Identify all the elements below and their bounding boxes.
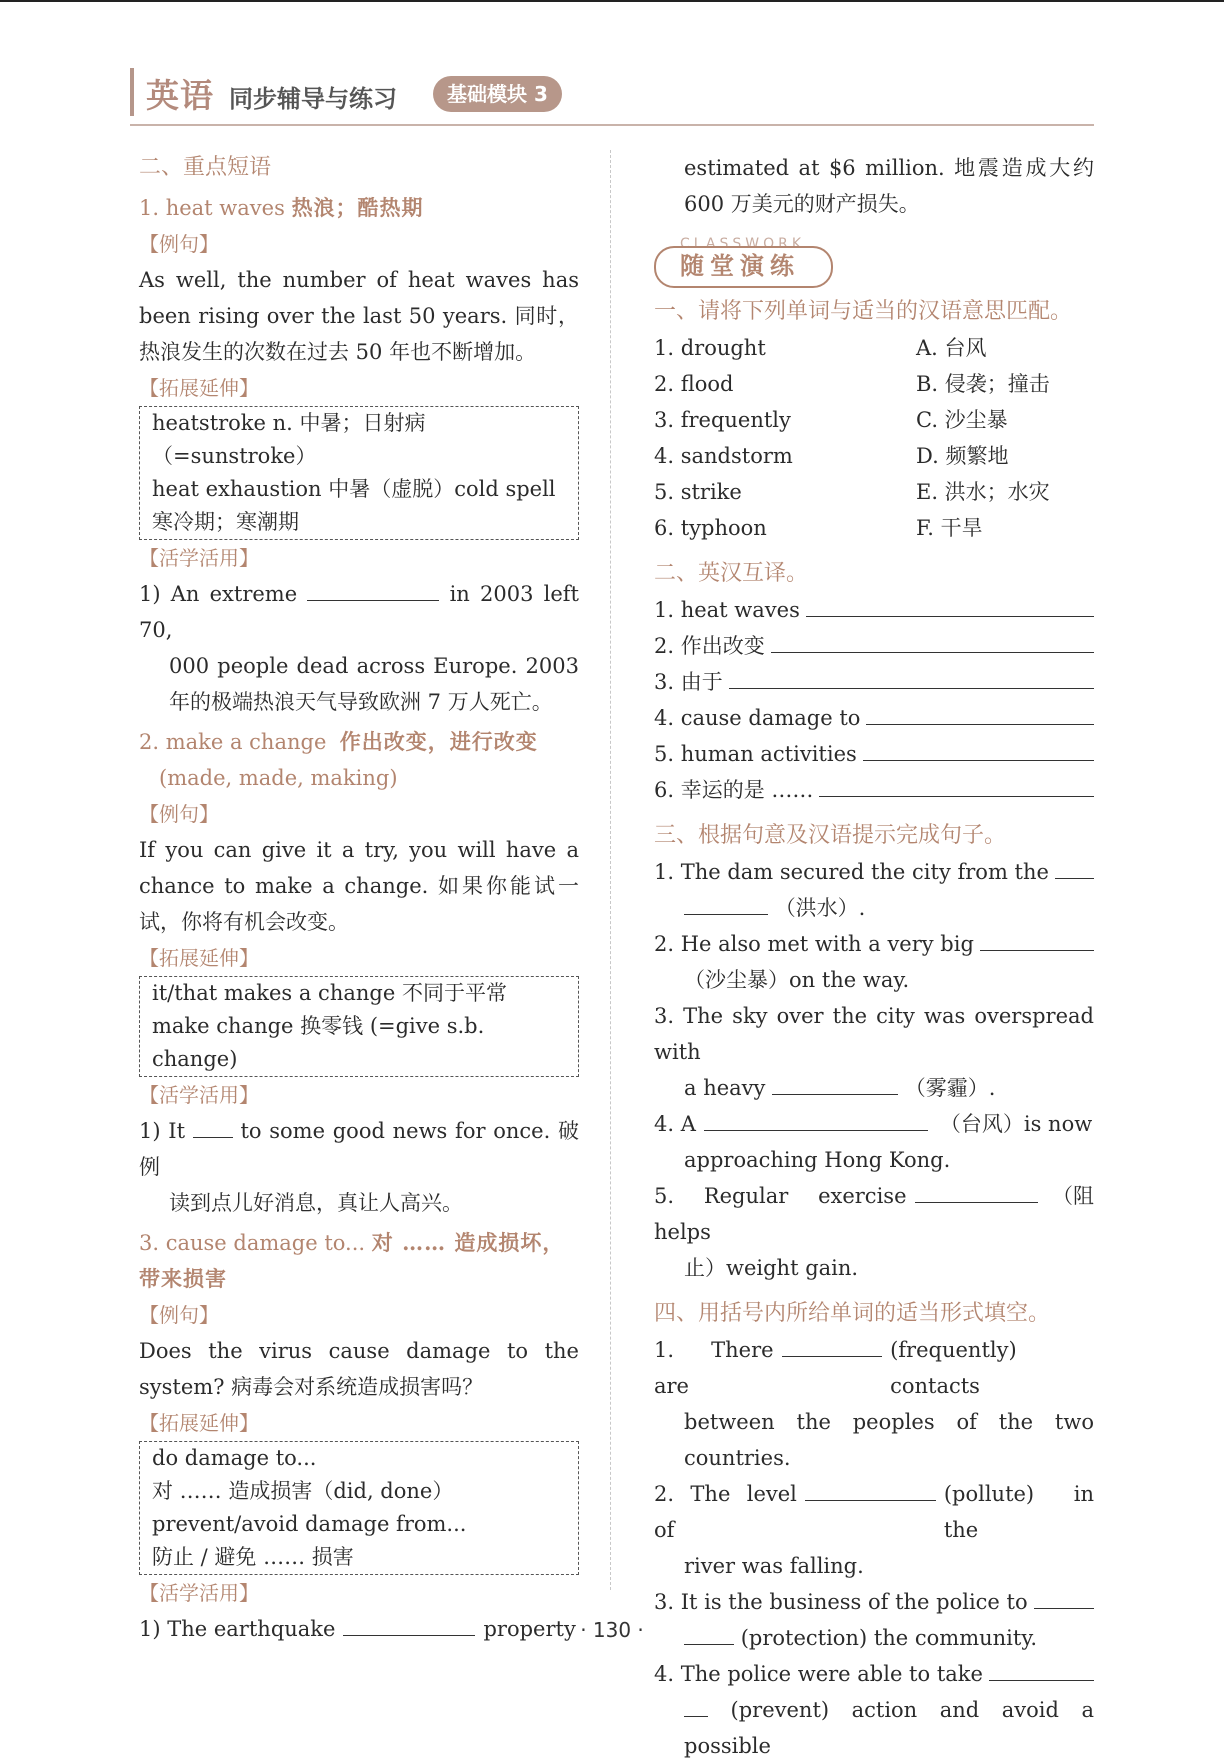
section-title: 二、重点短语 <box>139 155 272 180</box>
translate-prompt: 3. 由于 <box>654 670 723 694</box>
answer-blank[interactable] <box>805 1478 936 1501</box>
question-text: (prevent) action and avoid a possible <box>684 1698 1094 1758</box>
classwork-label-en: CLASSWORK <box>680 236 806 252</box>
header-rule <box>130 124 1094 126</box>
match-meaning: A. 台风 <box>916 336 987 360</box>
match-row <box>654 510 1094 546</box>
match-word: 3. frequently <box>654 408 791 432</box>
answer-blank[interactable] <box>684 1694 708 1717</box>
translate-item <box>654 736 1094 772</box>
answer-blank[interactable] <box>863 738 1094 761</box>
phrase-zh: 作出改变，进行改变 <box>339 729 538 754</box>
question-text: 3. It is the business of the police to <box>654 1590 1028 1614</box>
answer-blank[interactable] <box>729 666 1094 689</box>
sentence-question-cont: approaching Hong Kong. <box>684 1148 951 1172</box>
page-header <box>130 66 1094 132</box>
extend-line: 寒冷期；寒潮期 <box>152 510 299 534</box>
extend-line: heat exhaustion 中暑（虚脱）cold spell <box>152 477 556 501</box>
answer-blank[interactable] <box>806 594 1094 617</box>
question-text: property <box>483 1617 576 1641</box>
question-text: （台风）is now <box>939 1112 1093 1136</box>
translate-item <box>654 772 1094 808</box>
example-tag: 【例句】 <box>139 232 219 256</box>
extend-tag: 【拓展延伸】 <box>139 946 259 970</box>
answer-blank[interactable] <box>684 892 768 915</box>
phrase-zh: 热浪；酷热期 <box>291 195 424 220</box>
answer-blank[interactable] <box>819 774 1094 797</box>
practice-tag: 【活学活用】 <box>139 1581 259 1605</box>
classwork-label-zh: 随堂演练 <box>680 252 800 280</box>
sentence-question <box>654 926 1094 962</box>
match-row <box>654 366 1094 402</box>
extend-box <box>139 976 579 1077</box>
column-divider <box>610 150 611 1590</box>
translate-prompt: 1. heat waves <box>654 598 800 622</box>
match-meaning: B. 侵袭；撞击 <box>916 372 1050 396</box>
question-text: （阻 <box>1052 1184 1094 1208</box>
page-number: · 130 · <box>580 1618 644 1642</box>
sentence-question: 3. The sky over the city was overspread with <box>654 1004 1094 1064</box>
translate-prompt: 2. 作出改变 <box>654 634 765 658</box>
phrase-en: 1. heat waves <box>139 196 285 220</box>
classwork-badge <box>654 226 1094 292</box>
book-title: 同步辅导与练习 <box>229 85 397 113</box>
match-meaning: C. 沙尘暴 <box>916 408 1008 432</box>
question-text: in 2003 left 70, <box>139 582 579 642</box>
left-column <box>139 150 579 1647</box>
extend-line: make change 换零钱 (=give s.b. change) <box>152 1014 485 1071</box>
question-text: a heavy <box>684 1076 766 1100</box>
phrase-heading <box>139 190 579 226</box>
question-text: 5. Regular exercise helps <box>654 1184 907 1244</box>
answer-blank[interactable] <box>307 578 439 601</box>
form-question <box>654 1656 1094 1692</box>
form-question <box>654 1476 1094 1548</box>
match-row <box>654 330 1094 366</box>
answer-blank[interactable] <box>866 702 1094 725</box>
answer-blank[interactable] <box>915 1180 1039 1203</box>
translate-prompt: 5. human activities <box>654 742 857 766</box>
translate-item <box>654 664 1094 700</box>
example-sentence: As well, the number of heat waves has been rising over the last 50 years. 同时，热浪发生的次数在过去 50 年也不断增加。 <box>139 268 579 364</box>
question-text: 1) It <box>139 1119 186 1143</box>
match-word: 6. typhoon <box>654 516 767 540</box>
answer-blank[interactable] <box>1055 856 1094 879</box>
translate-list <box>654 592 1094 808</box>
practice-question-cont: 000 people dead across Europe. 2003 年的极端热浪天气导致欧洲 7 万人死亡。 <box>169 654 579 714</box>
translate-prompt: 6. 幸运的是 …… <box>654 778 814 802</box>
match-meaning: D. 频繁地 <box>916 444 1009 468</box>
answer-blank[interactable] <box>782 1334 883 1357</box>
sentence-question-cont <box>654 1070 1094 1106</box>
translate-item <box>654 700 1094 736</box>
example-tag: 【例句】 <box>139 802 219 826</box>
translate-item <box>654 628 1094 664</box>
answer-blank[interactable] <box>989 1658 1094 1681</box>
phrase-forms: (made, made, making) <box>159 766 398 790</box>
question-text: (pollute) in the <box>943 1482 1094 1542</box>
extend-line: prevent/avoid damage from... <box>152 1512 467 1536</box>
match-row <box>654 402 1094 438</box>
sentence-question-cont <box>654 890 1094 926</box>
question-text: 2. The level of <box>654 1482 797 1542</box>
match-row <box>654 474 1094 510</box>
sentence-question <box>654 1106 1094 1142</box>
extend-line: heatstroke n. 中暑；日射病（=sunstroke） <box>152 411 426 468</box>
answer-blank[interactable] <box>193 1115 233 1138</box>
form-question-cont: river was falling. <box>684 1554 864 1578</box>
answer-blank[interactable] <box>771 630 1094 653</box>
question-text: 1) The earthquake <box>139 1617 336 1641</box>
continued-text: estimated at $6 million. 地震造成大约 600 万美元的财产损失。 <box>684 156 1094 216</box>
sentence-question <box>654 1178 1094 1250</box>
book-subject: 英语 <box>146 76 214 115</box>
question-text: to some good news for once. 破例 <box>139 1119 579 1179</box>
practice-question <box>139 1113 579 1185</box>
answer-blank[interactable] <box>1034 1586 1094 1609</box>
extend-box <box>139 1441 579 1575</box>
exercise-title: 一、请将下列单词与适当的汉语意思匹配。 <box>654 299 1073 324</box>
module-badge: 基础模块 3 <box>433 76 562 112</box>
answer-blank[interactable] <box>772 1072 898 1095</box>
match-row <box>654 438 1094 474</box>
practice-question <box>139 576 579 648</box>
exercise-title: 二、英汉互译。 <box>654 561 809 586</box>
extend-line: do damage to... <box>152 1446 317 1470</box>
match-meaning: E. 洪水；水灾 <box>916 480 1050 504</box>
form-question-cont: between the peoples of the two countries. <box>684 1410 1094 1470</box>
exercise-title: 四、用括号内所给单词的适当形式填空。 <box>654 1301 1051 1326</box>
question-text: （雾霾）. <box>904 1076 996 1100</box>
extend-tag: 【拓展延伸】 <box>139 1411 259 1435</box>
form-question <box>654 1584 1094 1620</box>
question-text: 1. The dam secured the city from the <box>654 860 1049 884</box>
translate-item <box>654 592 1094 628</box>
sentence-question-cont: （沙尘暴）on the way. <box>684 968 910 992</box>
exercise-title: 三、根据句意及汉语提示完成句子。 <box>654 823 1007 848</box>
practice-tag: 【活学活用】 <box>139 546 259 570</box>
question-text: (protection) the community. <box>740 1626 1038 1650</box>
question-text: 1) An extreme <box>139 582 298 606</box>
example-sentence: If you can give it a try, you will have a chance to make a change. 如果你能试一试，你将有机会改变。 <box>139 838 579 934</box>
form-question-cont <box>654 1692 1094 1764</box>
question-text: 1. There are <box>654 1338 774 1398</box>
extend-line: 防止 / 避免 …… 损害 <box>152 1545 354 1569</box>
extend-tag: 【拓展延伸】 <box>139 376 259 400</box>
question-text: 2. He also met with a very big <box>654 932 974 956</box>
phrase-heading <box>139 1225 579 1297</box>
sentence-question <box>654 854 1094 890</box>
sentence-question-cont: 止）weight gain. <box>684 1256 859 1280</box>
question-text: 4. The police were able to take <box>654 1662 983 1686</box>
header-accent-bar <box>130 68 134 116</box>
practice-tag: 【活学活用】 <box>139 1083 259 1107</box>
extend-line: 对 …… 造成损害（did, done） <box>152 1479 454 1503</box>
right-column <box>654 150 1094 1764</box>
answer-blank[interactable] <box>704 1108 928 1131</box>
match-word: 5. strike <box>654 480 742 504</box>
question-text: 4. A <box>654 1112 696 1136</box>
top-border <box>0 0 1224 2</box>
match-meaning: F. 干旱 <box>916 516 983 540</box>
answer-blank[interactable] <box>980 928 1094 951</box>
phrase-zh: 对 …… 造成损坏，带来损害 <box>139 1230 565 1291</box>
phrase-en: 2. make a change <box>139 730 327 754</box>
practice-question-cont: 读到点儿好消息，真让人高兴。 <box>169 1191 463 1215</box>
match-word: 2. flood <box>654 372 734 396</box>
extend-box <box>139 406 579 540</box>
match-word: 1. drought <box>654 336 766 360</box>
phrase-en: 3. cause damage to... <box>139 1231 366 1255</box>
question-text: (frequently) contacts <box>890 1338 1017 1398</box>
form-question <box>654 1332 1094 1404</box>
match-word: 4. sandstorm <box>654 444 793 468</box>
extend-line: it/that makes a change 不同于平常 <box>152 981 507 1005</box>
translate-prompt: 4. cause damage to <box>654 706 861 730</box>
phrase-heading <box>139 724 579 760</box>
match-list <box>654 330 1094 546</box>
example-sentence: Does the virus cause damage to the system? 病毒会对系统造成损害吗？ <box>139 1339 579 1399</box>
example-tag: 【例句】 <box>139 1303 219 1327</box>
question-text: （洪水）. <box>774 896 866 920</box>
